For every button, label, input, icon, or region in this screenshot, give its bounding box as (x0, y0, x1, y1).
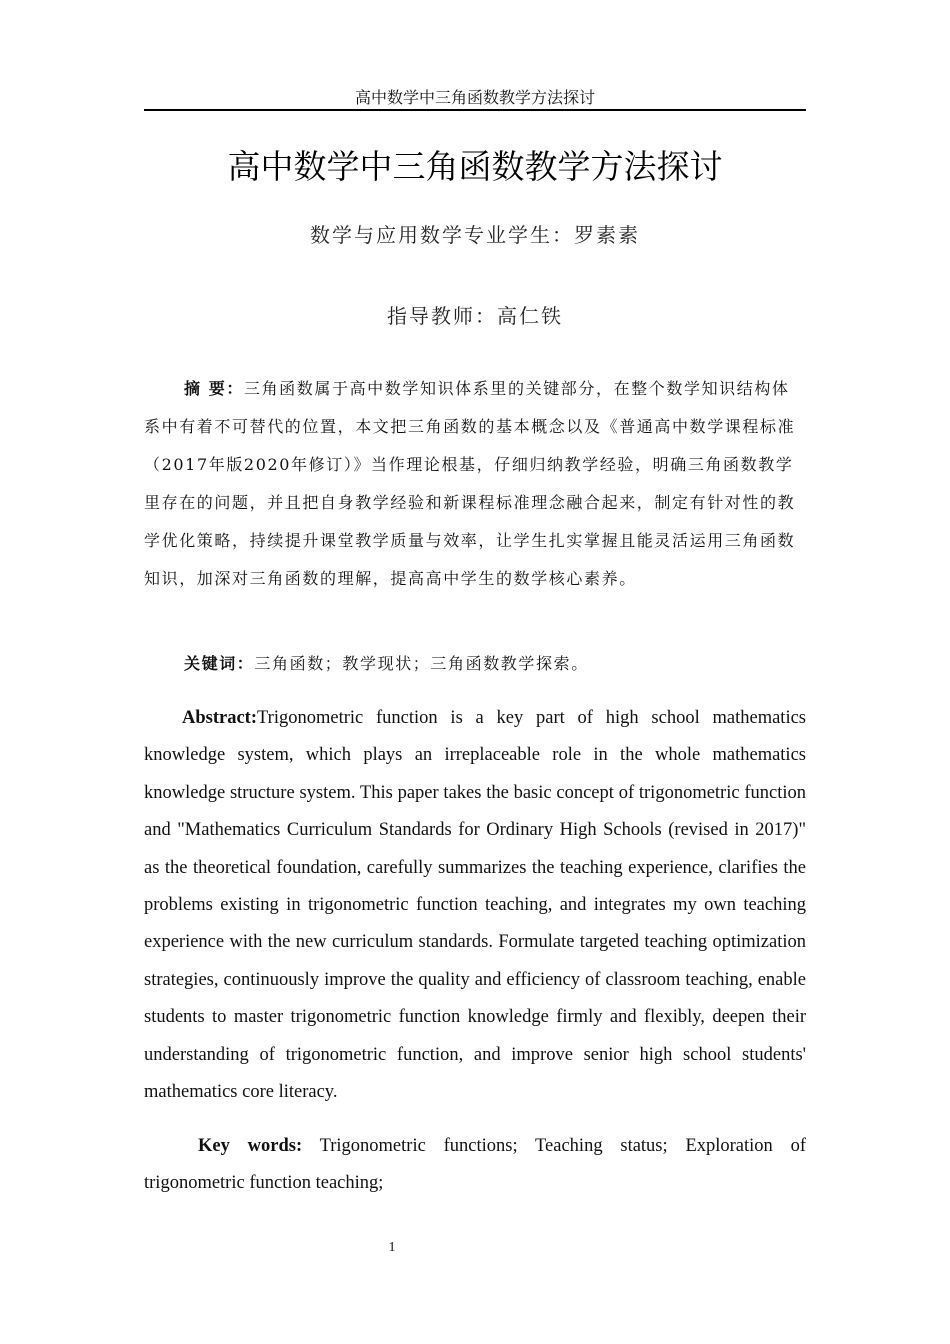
chinese-keywords (144, 645, 806, 683)
english-abstract-label: Abstract: (182, 708, 258, 728)
english-keywords (144, 1128, 806, 1203)
page-number: 1 (388, 1240, 396, 1255)
header-rule (144, 109, 806, 111)
chinese-abstract-label: 摘 要： (184, 379, 244, 398)
chinese-keywords-text: 三角函数；教学现状；三角函数教学探索。 (254, 654, 589, 673)
chinese-abstract (144, 370, 806, 598)
chinese-abstract-text: 三角函数属于高中数学知识体系里的关键部分，在整个数学知识结构体系中有着不可替代的位置，本文把三角函数的基本概念以及《普通高中数学课程标准（2017年版2020年修订）》当作理论根基，仔细归纳教学经验，明确三角函数教学里存在的问题，并且把自身教学经验和新课程标准理念融合起来，制定有针对性的教学优化策略，持续提升课堂教学质量与效率，让学生扎实掌握且能灵活运用三角函数知识，加深对三角函数的理解，提高高中学生的数学核心素养。 (144, 379, 796, 588)
author-line: 数学与应用数学专业学生：罗素素 (310, 223, 640, 247)
english-abstract (144, 700, 806, 1111)
advisor-line: 指导教师：高仁铁 (387, 304, 563, 328)
chinese-keywords-label: 关键词： (184, 654, 255, 673)
english-keywords-text: Trigonometric functions; Teaching status; Exploration of trigonometric function teaching; (144, 1136, 806, 1194)
english-keywords-label: Key words: (198, 1136, 303, 1156)
english-abstract-text: Trigonometric function is a key part of high school mathematics knowledge system, which plays an irreplaceable role in the whole mathematics knowledge structure system. This paper takes the basic concept of trigonometric function and "Mathematics Curriculum Standards for Ordinary High Schools (revised in 2017)" as the theoretical foundation, carefully summarizes the teaching experience, clarifies the problems existing in trigonometric function teaching, and integrates my own teaching experience with the new curriculum standards. Formulate targeted teaching optimization strategies, continuously improve the quality and efficiency of classroom teaching, enable students to master trigonometric function knowledge firmly and flexibly, deepen their understanding of trigonometric function, and improve senior high school students' mathematics core literacy. (144, 708, 806, 1103)
paper-title: 高中数学中三角函数教学方法探讨 (227, 147, 723, 186)
running-header: 高中数学中三角函数教学方法探讨 (354, 88, 595, 107)
